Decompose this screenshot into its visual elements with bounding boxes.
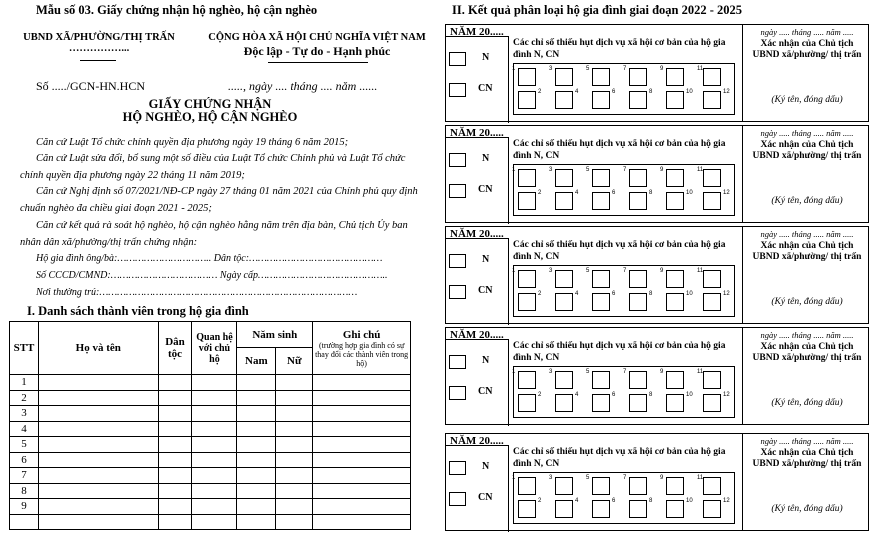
table-cell: [192, 483, 237, 499]
indicator-number: 11: [697, 167, 704, 173]
table-cell: [237, 514, 276, 530]
indicator-number: 11: [697, 369, 704, 375]
indicator-number: 7: [623, 475, 627, 481]
indicator-number: 1: [512, 167, 516, 173]
indicator-checkbox[interactable]: [592, 371, 610, 389]
row-stt: 2: [10, 390, 39, 406]
table-cell: [276, 468, 313, 484]
table-cell: [38, 483, 158, 499]
indicator-checkbox[interactable]: [592, 192, 610, 210]
indicator-checkbox[interactable]: [666, 169, 684, 187]
indicator-checkbox[interactable]: [555, 270, 573, 288]
year-label: NĂM 20.....: [450, 228, 504, 240]
indicator-number: 10: [686, 291, 693, 297]
indicator-number: 6: [612, 89, 616, 95]
confirm-date: ngày ..... tháng ..... năm .....: [760, 330, 854, 340]
col-note: [313, 322, 411, 375]
row-stt: 6: [10, 452, 39, 468]
indicator-number: 4: [575, 392, 579, 398]
table-cell: [237, 483, 276, 499]
indicator-checkbox[interactable]: [555, 293, 573, 311]
table-cell: [313, 514, 411, 530]
indicator-number: 12: [723, 89, 730, 95]
indicator-number: 2: [538, 89, 542, 95]
confirm-title: Xác nhận của Chủ tịch UBND xã/phường/ thị trấn: [752, 140, 862, 161]
indicator-number: 8: [649, 190, 653, 196]
table-cell: [276, 421, 313, 437]
table-row: [10, 390, 411, 406]
indicator-header: Các chỉ số thiếu hụt dịch vụ xã hội cơ bản của hộ gia đình N, CN: [513, 38, 726, 60]
indicator-number: 12: [723, 392, 730, 398]
section-2-title: II. Kết quả phân loại hộ gia đình giai đoạn 2022 - 2025: [452, 3, 743, 17]
indicator-checkbox[interactable]: [703, 293, 721, 311]
near-poor-label: CN: [478, 83, 493, 94]
table-cell: [313, 421, 411, 437]
confirm-title: Xác nhận của Chủ tịch UBND xã/phường/ thị trấn: [752, 448, 862, 469]
indicator-checkbox[interactable]: [592, 293, 610, 311]
indicator-checkbox[interactable]: [703, 68, 721, 86]
indicator-checkbox[interactable]: [703, 500, 721, 518]
indicator-number: 7: [623, 369, 627, 375]
table-cell: [237, 390, 276, 406]
divider: [446, 137, 509, 138]
indicator-number: 1: [512, 369, 516, 375]
table-cell: [158, 406, 192, 422]
indicator-number: 8: [649, 498, 653, 504]
indicator-number: 6: [612, 190, 616, 196]
table-cell: [276, 483, 313, 499]
indicator-number: 11: [697, 268, 704, 274]
year-block: [445, 433, 869, 531]
confirm-signature: (Ký tên, đóng dấu): [771, 196, 843, 206]
table-cell: [38, 452, 158, 468]
indicator-number: 4: [575, 89, 579, 95]
country-name: CỘNG HÒA XÃ HỘI CHỦ NGHĨA VIỆT NAM: [208, 32, 426, 43]
row-stt: [10, 514, 39, 530]
legal-basis-3: Căn cứ Nghị định số 07/2021/NĐ-CP ngày 27 tháng 01 năm 2021 của Chính phủ quy định: [36, 186, 418, 197]
table-row: [10, 514, 411, 530]
confirm-signature: (Ký tên, đóng dấu): [771, 504, 843, 514]
indicator-checkbox[interactable]: [629, 371, 647, 389]
year-block: [445, 327, 869, 425]
indicator-number: 8: [649, 89, 653, 95]
indicator-number: 5: [586, 369, 590, 375]
indicator-checkbox[interactable]: [703, 192, 721, 210]
indicator-number: 8: [649, 291, 653, 297]
indicator-number: 1: [512, 268, 516, 274]
table-cell: [313, 375, 411, 391]
year-label: NĂM 20.....: [450, 127, 504, 139]
table-cell: [237, 452, 276, 468]
confirm-date: ngày ..... tháng ..... năm .....: [760, 229, 854, 239]
table-cell: [276, 406, 313, 422]
indicator-number: 7: [623, 66, 627, 72]
indicator-grid: [513, 63, 735, 115]
indicator-number: 7: [623, 268, 627, 274]
indicator-number: 3: [549, 475, 553, 481]
indicator-number: 6: [612, 392, 616, 398]
note-detail: (trường hợp gia đình có sự thay đổi các thành viên trong hộ): [315, 340, 409, 368]
indicator-number: 12: [723, 190, 730, 196]
table-cell: [276, 452, 313, 468]
form-title: Mẫu số 03. Giấy chứng nhận hộ nghèo, hộ cận nghèo: [36, 3, 318, 17]
residence-field: Nơi thường trú:……………………………………………………………………………: [36, 287, 358, 298]
indicator-checkbox[interactable]: [592, 270, 610, 288]
table-cell: [276, 499, 313, 515]
indicator-number: 9: [660, 268, 664, 274]
poor-checkbox[interactable]: [449, 52, 466, 66]
indicator-number: 11: [697, 475, 704, 481]
indicator-checkbox[interactable]: [629, 477, 647, 495]
members-table: [9, 321, 411, 530]
poor-label: N: [482, 153, 490, 164]
indicator-checkbox[interactable]: [666, 394, 684, 412]
confirm-date: ngày ..... tháng ..... năm .....: [760, 436, 854, 446]
indicator-checkbox[interactable]: [555, 68, 573, 86]
poor-checkbox[interactable]: [449, 461, 466, 475]
divider: [446, 445, 509, 446]
indicator-number: 9: [660, 475, 664, 481]
divider: [446, 238, 509, 239]
indicator-checkbox[interactable]: [703, 477, 721, 495]
indicator-checkbox[interactable]: [629, 91, 647, 109]
indicator-checkbox[interactable]: [592, 394, 610, 412]
note-title: Ghi chú: [342, 328, 381, 341]
confirm-signature: (Ký tên, đóng dấu): [771, 297, 843, 307]
indicator-number: 2: [538, 190, 542, 196]
col-male: Nam: [237, 348, 276, 375]
near-poor-label: CN: [478, 285, 493, 296]
confirm-date: ngày ..... tháng ..... năm .....: [760, 128, 854, 138]
indicator-number: 2: [538, 498, 542, 504]
year-block: [445, 24, 869, 122]
certificate-title: GIẤY CHỨNG NHẬN: [148, 97, 272, 111]
indicator-number: 9: [660, 369, 664, 375]
indicator-number: 6: [612, 498, 616, 504]
table-cell: [237, 468, 276, 484]
poor-label: N: [482, 52, 490, 63]
near-poor-checkbox[interactable]: [449, 386, 466, 400]
indicator-checkbox[interactable]: [666, 477, 684, 495]
indicator-number: 4: [575, 291, 579, 297]
indicator-checkbox[interactable]: [518, 500, 536, 518]
indicator-grid: [513, 265, 735, 317]
legal-basis-4-cont: nhân dân xã/phường/thị trấn chứng nhận:: [20, 237, 198, 248]
indicator-checkbox[interactable]: [518, 477, 536, 495]
indicator-checkbox[interactable]: [703, 169, 721, 187]
poor-checkbox[interactable]: [449, 254, 466, 268]
indicator-number: 10: [686, 498, 693, 504]
table-cell: [38, 406, 158, 422]
table-row: [10, 452, 411, 468]
indicator-checkbox[interactable]: [629, 192, 647, 210]
indicator-number: 5: [586, 475, 590, 481]
indicator-number: 10: [686, 190, 693, 196]
confirm-signature: (Ký tên, đóng dấu): [771, 398, 843, 408]
indicator-checkbox[interactable]: [555, 500, 573, 518]
table-cell: [276, 437, 313, 453]
table-row: [10, 406, 411, 422]
certificate-subtitle: HỘ NGHÈO, HỘ CẬN NGHÈO: [122, 110, 298, 124]
row-stt: 8: [10, 483, 39, 499]
national-motto: Độc lập - Tự do - Hạnh phúc: [243, 44, 391, 58]
divider: [508, 137, 509, 224]
table-cell: [192, 452, 237, 468]
table-cell: [158, 514, 192, 530]
table-cell: [38, 375, 158, 391]
table-cell: [158, 499, 192, 515]
table-cell: [192, 499, 237, 515]
indicator-number: 6: [612, 291, 616, 297]
table-cell: [158, 468, 192, 484]
col-stt: STT: [10, 322, 39, 375]
org-underline: [80, 60, 116, 61]
indicator-checkbox[interactable]: [518, 394, 536, 412]
table-cell: [313, 452, 411, 468]
indicator-checkbox[interactable]: [592, 500, 610, 518]
indicator-checkbox[interactable]: [666, 270, 684, 288]
legal-basis-1: Căn cứ Luật Tổ chức chính quyền địa phương ngày 19 tháng 6 năm 2015;: [36, 137, 349, 148]
row-stt: 7: [10, 468, 39, 484]
year-label: NĂM 20.....: [450, 26, 504, 38]
table-cell: [192, 375, 237, 391]
table-cell: [192, 406, 237, 422]
indicator-checkbox[interactable]: [666, 192, 684, 210]
divider: [446, 339, 509, 340]
indicator-checkbox[interactable]: [666, 91, 684, 109]
table-cell: [313, 483, 411, 499]
table-cell: [313, 468, 411, 484]
table-row: [10, 468, 411, 484]
indicator-checkbox[interactable]: [555, 371, 573, 389]
issuing-org: UBND XÃ/PHƯỜNG/THỊ TRẤN: [23, 32, 175, 43]
indicator-checkbox[interactable]: [592, 68, 610, 86]
table-cell: [313, 499, 411, 515]
divider: [446, 36, 509, 37]
indicator-number: 7: [623, 167, 627, 173]
document-date: ....., ngày .... tháng .... năm ......: [228, 79, 378, 93]
near-poor-checkbox[interactable]: [449, 83, 466, 97]
table-cell: [192, 390, 237, 406]
indicator-checkbox[interactable]: [703, 394, 721, 412]
id-number-field: Số CCCD/CMND:……………………………… Ngày cấp……………………………………..: [36, 270, 388, 281]
table-cell: [192, 468, 237, 484]
indicator-checkbox[interactable]: [592, 477, 610, 495]
table-row: [10, 437, 411, 453]
indicator-number: 3: [549, 369, 553, 375]
divider: [508, 238, 509, 325]
document-number: Số ...../GCN-HN.HCN: [36, 79, 146, 93]
indicator-number: 4: [575, 190, 579, 196]
table-cell: [158, 452, 192, 468]
legal-basis-2: Căn cứ Luật sửa đổi, bổ sung một số điều của Luật Tổ chức Chính phủ và Luật Tổ chức: [36, 153, 406, 164]
indicator-number: 9: [660, 66, 664, 72]
indicator-number: 10: [686, 392, 693, 398]
indicator-checkbox[interactable]: [629, 68, 647, 86]
indicator-checkbox[interactable]: [666, 500, 684, 518]
indicator-checkbox[interactable]: [518, 270, 536, 288]
table-cell: [158, 390, 192, 406]
indicator-checkbox[interactable]: [592, 91, 610, 109]
indicator-checkbox[interactable]: [518, 293, 536, 311]
indicator-checkbox[interactable]: [703, 371, 721, 389]
table-cell: [158, 483, 192, 499]
divider: [508, 445, 509, 532]
poor-label: N: [482, 461, 490, 472]
near-poor-checkbox[interactable]: [449, 184, 466, 198]
indicator-checkbox[interactable]: [555, 477, 573, 495]
divider: [508, 339, 509, 426]
indicator-checkbox[interactable]: [555, 192, 573, 210]
indicator-grid: [513, 366, 735, 418]
table-cell: [192, 514, 237, 530]
table-cell: [237, 375, 276, 391]
confirm-title: Xác nhận của Chủ tịch UBND xã/phường/ thị trấn: [752, 241, 862, 262]
row-stt: 1: [10, 375, 39, 391]
indicator-grid: [513, 164, 735, 216]
confirm-title: Xác nhận của Chủ tịch UBND xã/phường/ thị trấn: [752, 39, 862, 60]
indicator-number: 9: [660, 167, 664, 173]
indicator-number: 12: [723, 291, 730, 297]
confirm-signature: (Ký tên, đóng dấu): [771, 95, 843, 105]
indicator-checkbox[interactable]: [703, 91, 721, 109]
indicator-grid: [513, 472, 735, 524]
near-poor-label: CN: [478, 492, 493, 503]
issuing-org-dots: ……………...: [68, 43, 130, 54]
col-female: Nữ: [276, 348, 313, 375]
poor-label: N: [482, 355, 490, 366]
table-cell: [276, 514, 313, 530]
indicator-number: 12: [723, 498, 730, 504]
indicator-number: 5: [586, 268, 590, 274]
section-1-title: I. Danh sách thành viên trong hộ gia đình: [27, 304, 249, 318]
indicator-number: 2: [538, 291, 542, 297]
col-name: Họ và tên: [38, 322, 158, 375]
col-birth-year: Năm sinh: [237, 322, 313, 348]
table-cell: [276, 390, 313, 406]
indicator-checkbox[interactable]: [629, 169, 647, 187]
table-row: [10, 375, 411, 391]
col-relation: Quan hệ với chủ hộ: [192, 322, 237, 375]
indicator-checkbox[interactable]: [555, 91, 573, 109]
indicator-checkbox[interactable]: [555, 394, 573, 412]
poor-label: N: [482, 254, 490, 265]
indicator-header: Các chỉ số thiếu hụt dịch vụ xã hội cơ bản của hộ gia đình N, CN: [513, 240, 726, 262]
indicator-number: 3: [549, 167, 553, 173]
confirm-title: Xác nhận của Chủ tịch UBND xã/phường/ thị trấn: [752, 342, 862, 363]
divider: [508, 36, 509, 123]
table-cell: [237, 406, 276, 422]
indicator-number: 4: [575, 498, 579, 504]
legal-basis-4: Căn cứ kết quả rà soát hộ nghèo, hộ cận nghèo hằng năm trên địa bàn, Chủ tịch Ủy ban: [36, 220, 408, 231]
indicator-number: 5: [586, 167, 590, 173]
table-cell: [192, 437, 237, 453]
indicator-number: 1: [512, 475, 516, 481]
year-label: NĂM 20.....: [450, 435, 504, 447]
confirm-date: ngày ..... tháng ..... năm .....: [760, 27, 854, 37]
near-poor-checkbox[interactable]: [449, 285, 466, 299]
row-stt: 4: [10, 421, 39, 437]
table-cell: [313, 406, 411, 422]
indicator-header: Các chỉ số thiếu hụt dịch vụ xã hội cơ bản của hộ gia đình N, CN: [513, 139, 726, 161]
legal-basis-2-cont: chính quyền địa phương ngày 22 tháng 11 năm 2019;: [20, 170, 245, 181]
indicator-number: 8: [649, 392, 653, 398]
legal-basis-3-cont: chuẩn nghèo đa chiều giai đoạn 2021 - 2025;: [20, 203, 212, 214]
indicator-checkbox[interactable]: [666, 371, 684, 389]
indicator-checkbox[interactable]: [518, 192, 536, 210]
indicator-checkbox[interactable]: [629, 293, 647, 311]
indicator-checkbox[interactable]: [703, 270, 721, 288]
indicator-checkbox[interactable]: [592, 169, 610, 187]
row-stt: 3: [10, 406, 39, 422]
table-cell: [237, 437, 276, 453]
col-ethnic: Dân tộc: [158, 322, 192, 375]
indicator-checkbox[interactable]: [518, 371, 536, 389]
table-cell: [38, 499, 158, 515]
near-poor-checkbox[interactable]: [449, 492, 466, 506]
indicator-checkbox[interactable]: [518, 169, 536, 187]
indicator-checkbox[interactable]: [629, 500, 647, 518]
year-block: [445, 125, 869, 223]
table-cell: [237, 499, 276, 515]
indicator-header: Các chỉ số thiếu hụt dịch vụ xã hội cơ bản của hộ gia đình N, CN: [513, 341, 726, 363]
indicator-number: 1: [512, 66, 516, 72]
poor-checkbox[interactable]: [449, 153, 466, 167]
poor-checkbox[interactable]: [449, 355, 466, 369]
table-cell: [192, 421, 237, 437]
table-cell: [158, 375, 192, 391]
table-row: [10, 483, 411, 499]
indicator-number: 10: [686, 89, 693, 95]
indicator-number: 11: [697, 66, 704, 72]
table-cell: [158, 421, 192, 437]
indicator-checkbox[interactable]: [555, 169, 573, 187]
row-stt: 9: [10, 499, 39, 515]
indicator-checkbox[interactable]: [629, 394, 647, 412]
table-cell: [237, 421, 276, 437]
indicator-checkbox[interactable]: [518, 68, 536, 86]
table-cell: [38, 390, 158, 406]
year-label: NĂM 20.....: [450, 329, 504, 341]
household-head-field: Hộ gia đình ông/bà:………………………….. Dân tộc:………………………………………: [36, 253, 383, 264]
indicator-number: 5: [586, 66, 590, 72]
motto-underline: [268, 62, 368, 63]
indicator-checkbox[interactable]: [666, 68, 684, 86]
table-row: [10, 421, 411, 437]
indicator-checkbox[interactable]: [629, 270, 647, 288]
table-cell: [158, 437, 192, 453]
table-cell: [276, 375, 313, 391]
indicator-number: 2: [538, 392, 542, 398]
near-poor-label: CN: [478, 184, 493, 195]
table-cell: [38, 468, 158, 484]
indicator-header: Các chỉ số thiếu hụt dịch vụ xã hội cơ bản của hộ gia đình N, CN: [513, 447, 726, 469]
near-poor-label: CN: [478, 386, 493, 397]
indicator-number: 3: [549, 66, 553, 72]
indicator-checkbox[interactable]: [518, 91, 536, 109]
table-cell: [38, 421, 158, 437]
table-cell: [313, 437, 411, 453]
indicator-checkbox[interactable]: [666, 293, 684, 311]
year-block: [445, 226, 869, 324]
table-row: [10, 499, 411, 515]
row-stt: 5: [10, 437, 39, 453]
table-cell: [313, 390, 411, 406]
indicator-number: 3: [549, 268, 553, 274]
table-cell: [38, 437, 158, 453]
table-cell: [38, 514, 158, 530]
